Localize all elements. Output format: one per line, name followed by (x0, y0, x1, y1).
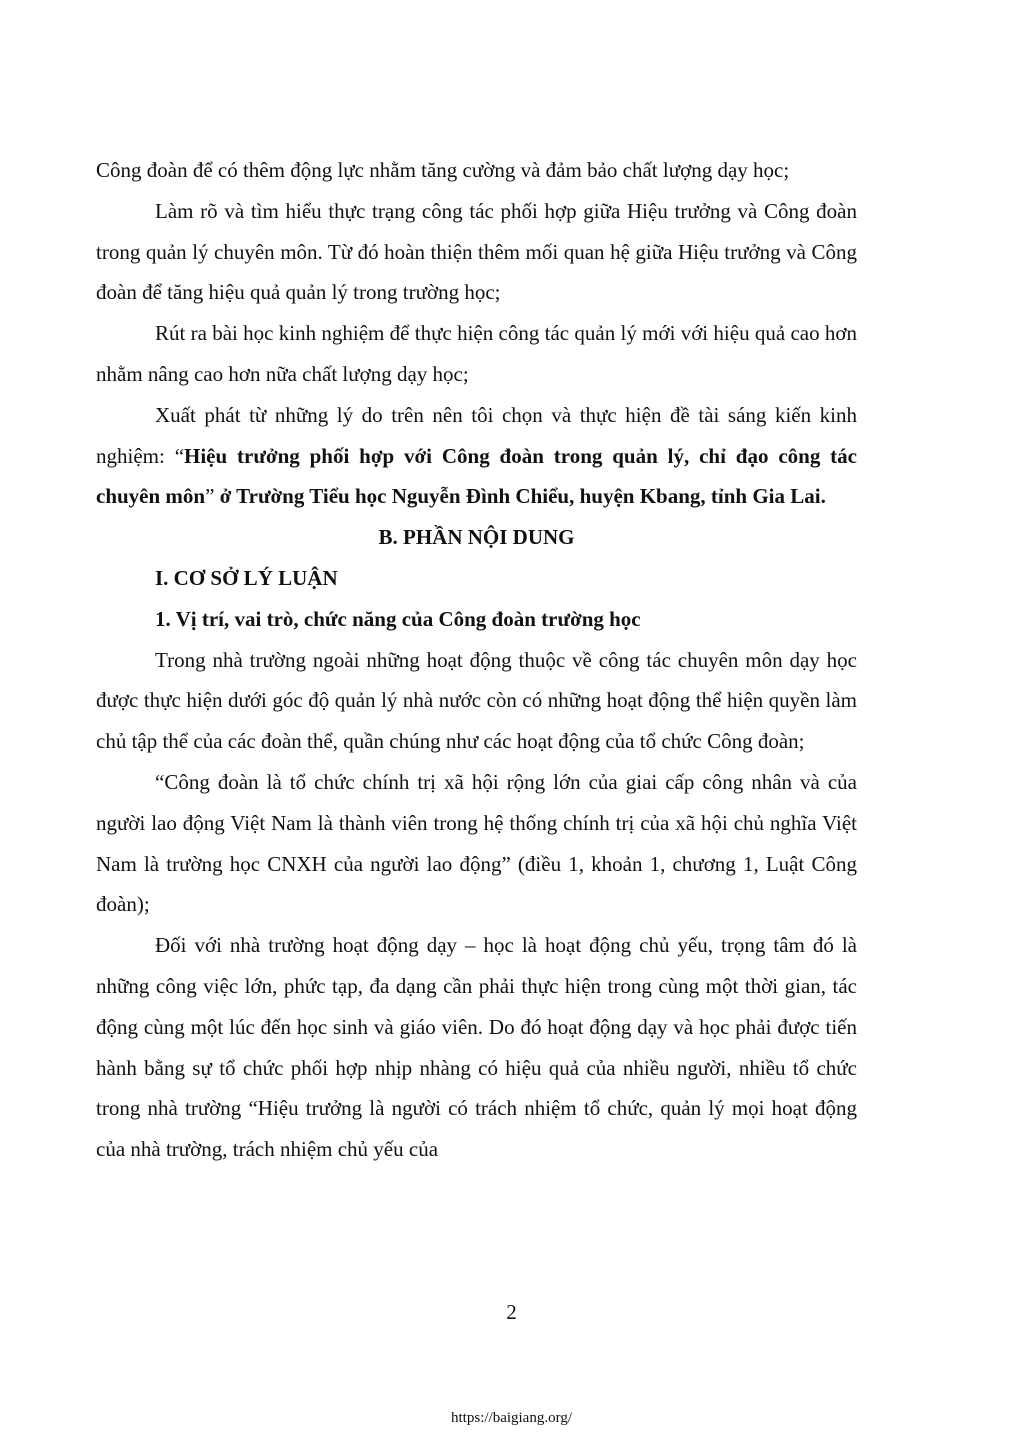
paragraph-union-definition: “Công đoàn là tổ chức chính trị xã hội rộng lớn của giai cấp công nhân và của người lao động Việt Nam là thành viên trong hệ thống chính trị của xã hội chủ nghĩa Việt Nam là trường học CNXH của người lao động” (điều 1, khoản 1, chương 1, Luật Công đoàn); (96, 769, 857, 917)
topic-title: Hiệu trưởng phối hợp với Công đoàn trong quản lý, chỉ đạo công tác chuyên môn (96, 443, 857, 509)
page-number: 2 (506, 1300, 517, 1324)
paragraph-school-activities: Trong nhà trường ngoài những hoạt động thuộc về công tác chuyên môn dạy học được thực hiện dưới góc độ quản lý nhà nước còn có những hoạt động thể hiện quyền làm chủ tập thể của các đoàn thể, quần chúng như các hoạt động của tổ chức Công đoàn; (96, 647, 857, 754)
paragraph-clarify-status: Làm rõ và tìm hiểu thực trạng công tác phối hợp giữa Hiệu trưởng và Công đoàn trong quản lý chuyên môn. Từ đó hoàn thiện thêm mối quan hệ giữa Hiệu trưởng và Công đoàn để tăng hiệu quả quản lý trong trường học; (96, 198, 857, 305)
section-heading-b: B. PHẦN NỘI DUNG (378, 525, 575, 550)
paragraph-topic-choice (96, 395, 857, 517)
document-body (96, 150, 857, 1170)
paragraph-continued: Công đoàn để có thêm động lực nhằm tăng cường và đảm bảo chất lượng dạy học; (96, 158, 790, 182)
paragraph-lessons: Rút ra bài học kinh nghiệm để thực hiện công tác quản lý mới với hiệu quả cao hơn nhằm nâng cao hơn nữa chất lượng dạy học; (96, 321, 857, 386)
footer-url[interactable]: https://baigiang.org/ (451, 1410, 572, 1426)
topic-place: ở Trường Tiểu học Nguyễn Đình Chiểu, huyện Kbang, tỉnh Gia Lai. (219, 484, 826, 509)
close-quote: ” (205, 484, 220, 509)
topic-intro-text: Xuất phát từ những lý do trên nên tôi chọn và thực hiện đề tài sáng kiến kinh nghiệm: (96, 402, 857, 468)
open-quote: “ (174, 443, 185, 468)
subsection-heading-1: 1. Vị trí, vai trò, chức năng của Công đoàn trường học (155, 606, 641, 631)
paragraph-teaching-activities: Đối với nhà trường hoạt động dạy – học là hoạt động chủ yếu, trọng tâm đó là những công việc lớn, phức tạp, đa dạng cần phải thực hiện trong cùng một thời gian, tác động cùng một lúc đến học sinh và giáo viên. Do đó hoạt động dạy và học phải được tiến hành bằng sự tổ chức phối hợp nhịp nhàng có hiệu quả của nhiều người, nhiều tổ chức trong nhà trường “Hiệu trưởng là người có trách nhiệm tổ chức, quản lý mọi hoạt động của nhà trường, trách nhiệm chủ yếu của (96, 933, 857, 1162)
section-heading-i: I. CƠ SỞ LÝ LUẬN (155, 565, 338, 590)
